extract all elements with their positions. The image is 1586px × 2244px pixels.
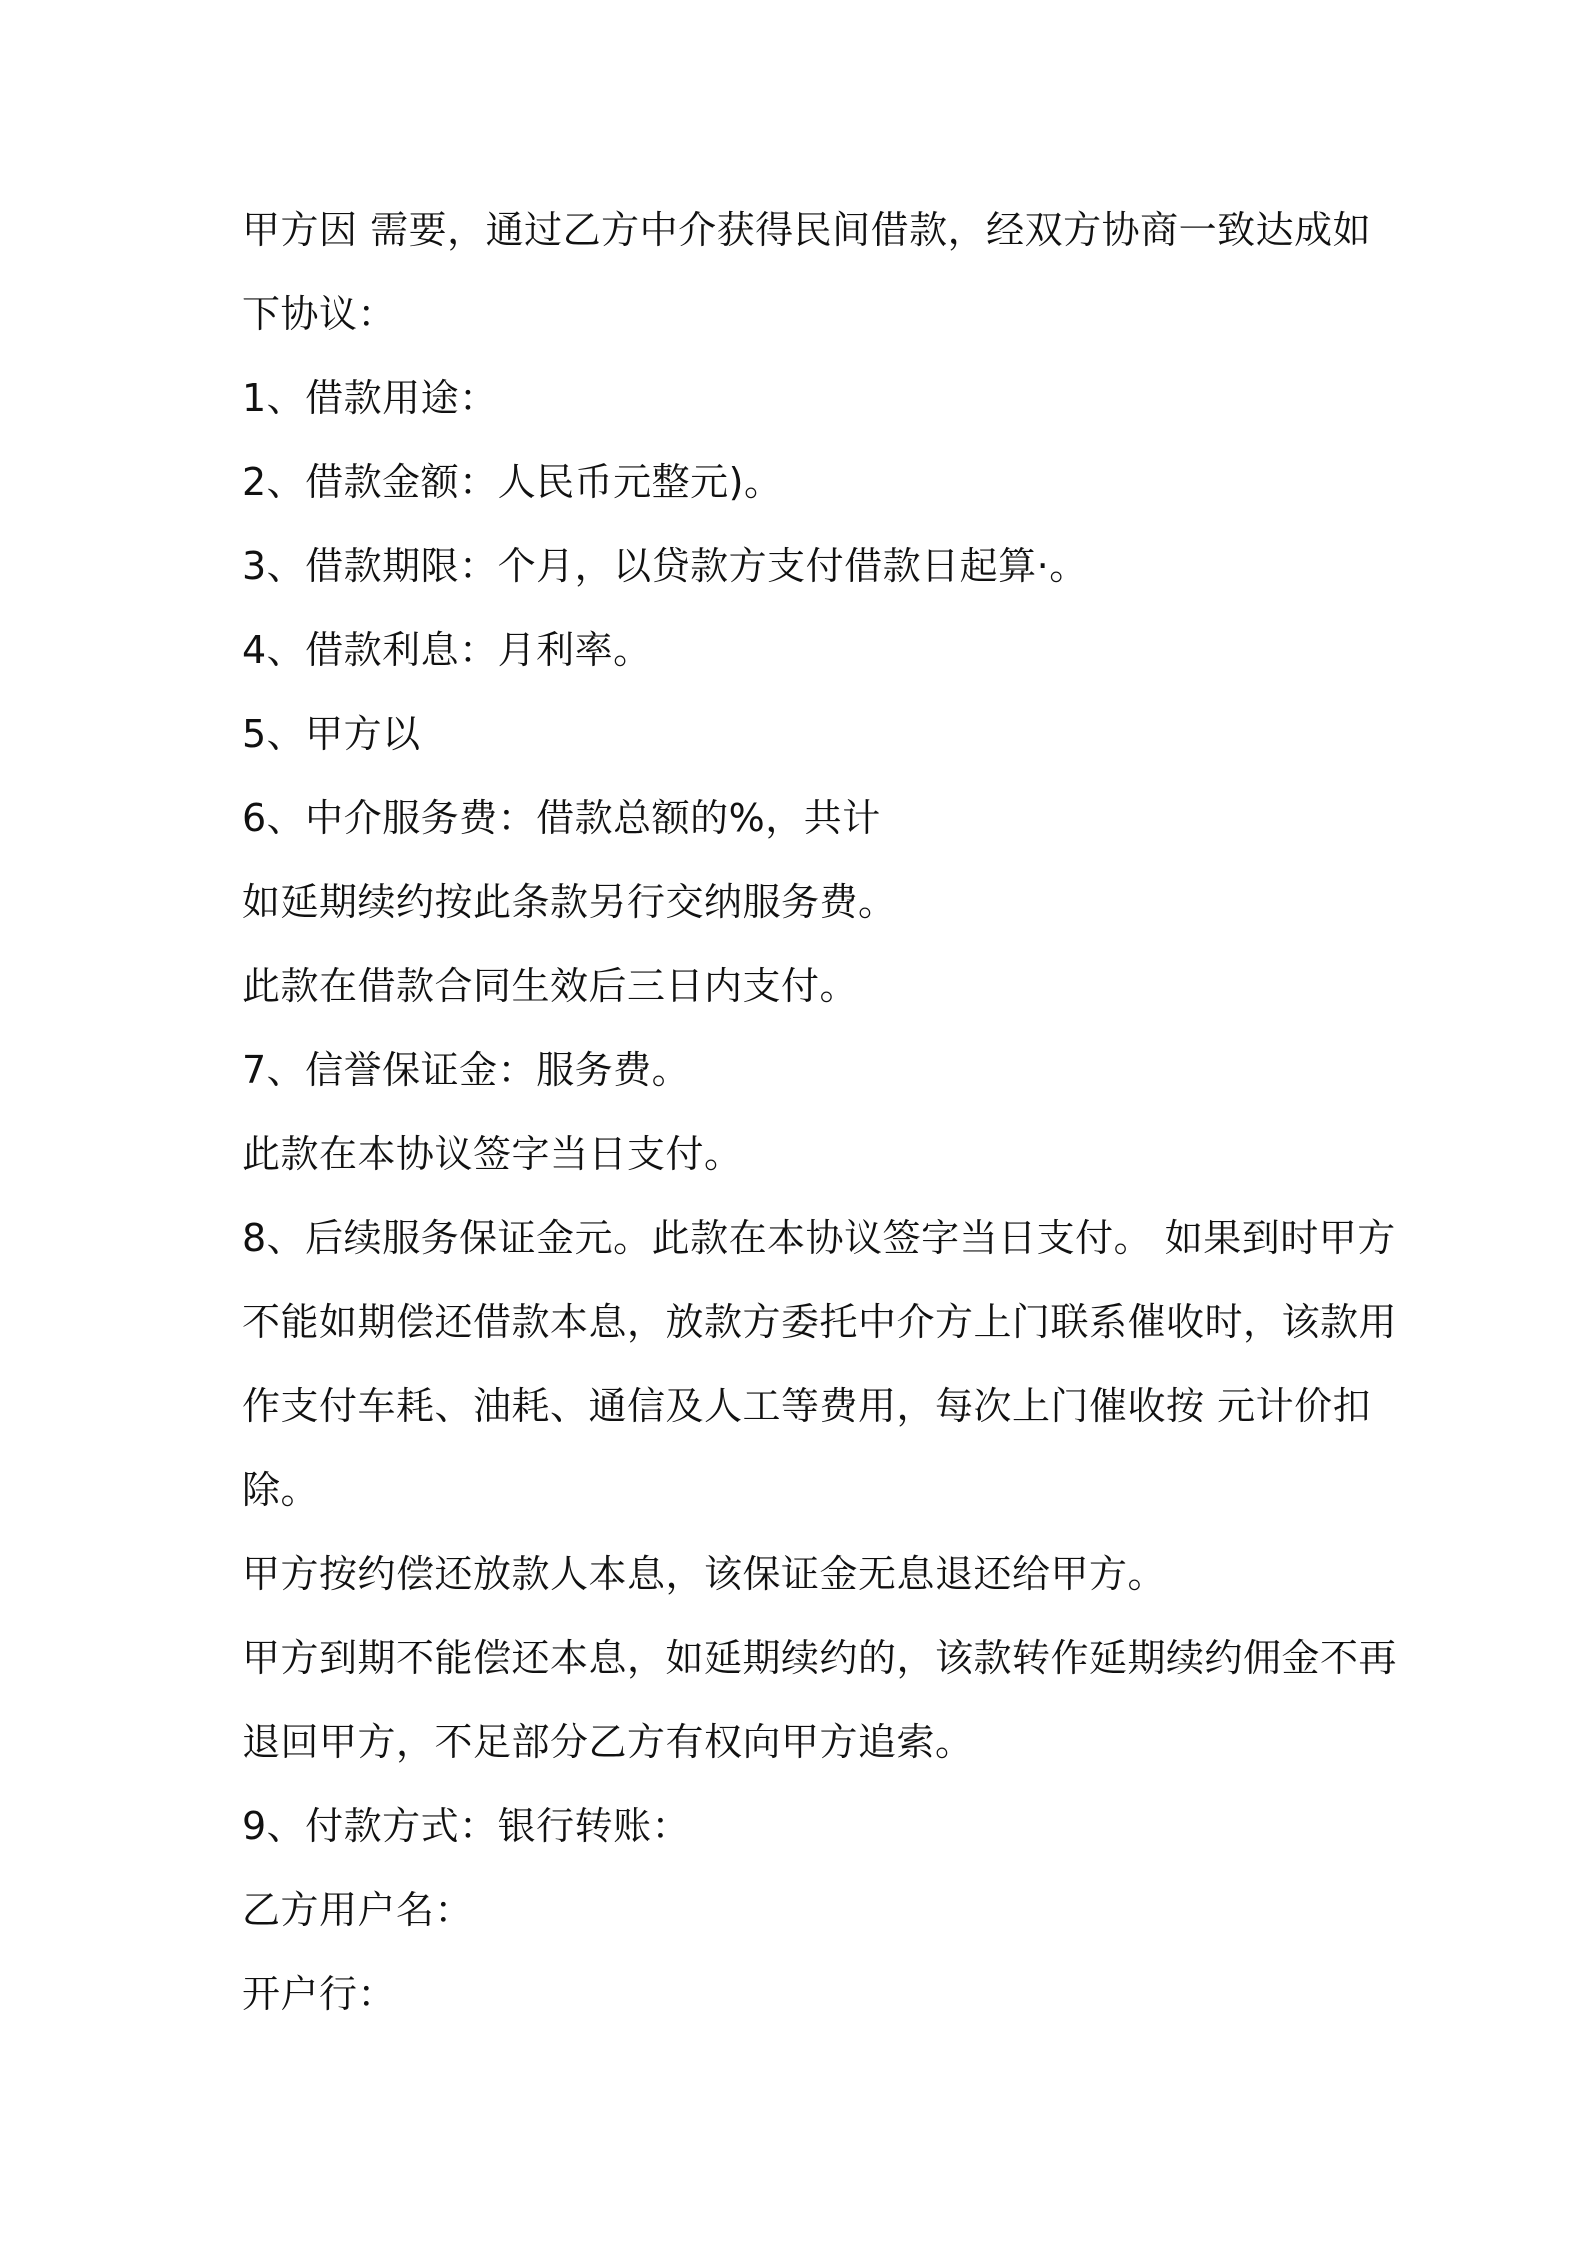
text-line: 如延期续约按此条款另行交纳服务费。 (242, 880, 897, 924)
text-line: 下协议： (242, 292, 397, 336)
clause-9-payment-method: 9、付款方式：银行转账： (242, 1804, 691, 1848)
clause-5: 5、甲方以 (242, 712, 421, 756)
clause-2-amount: 2、借款金额：人民币元整元)。 (242, 460, 783, 504)
text-line: 甲方因 需要，通过乙方中介获得民间借款，经双方协商一致达成如 (242, 208, 1372, 252)
clause-7-deposit: 7、信誉保证金：服务费。 (242, 1048, 691, 1092)
clause-1-purpose: 1、借款用途： (242, 376, 498, 420)
text-line: 不能如期偿还借款本息，放款方委托中介方上门联系催收时，该款用 (242, 1300, 1398, 1344)
clause-8-followup-deposit: 8、后续服务保证金元。此款在本协议签字当日支付。 如果到时甲方 (242, 1216, 1396, 1260)
text-line: 退回甲方，不足部分乙方有权向甲方追索。 (242, 1720, 974, 1764)
bank-label: 开户行： (242, 1972, 397, 2016)
clause-6-service-fee: 6、中介服务费：借款总额的%，共计 (242, 796, 881, 840)
account-name-label: 乙方用户名： (242, 1888, 474, 1932)
text-line: 此款在本协议签字当日支付。 (242, 1132, 743, 1176)
agreement-body (242, 202, 1398, 2050)
clause-3-term: 3、借款期限：个月，以贷款方支付借款日起算·。 (242, 544, 1088, 588)
text-line: 作支付车耗、油耗、通信及人工等费用，每次上门催收按 元计价扣 (242, 1384, 1372, 1428)
text-line: 甲方到期不能偿还本息，如延期续约的，该款转作延期续约佣金不再 (242, 1636, 1398, 1680)
text-line: 甲方按约偿还放款人本息，该保证金无息退还给甲方。 (242, 1552, 1167, 1596)
clause-4-interest: 4、借款利息：月利率。 (242, 628, 652, 672)
text-line: 除。 (242, 1468, 320, 1512)
text-line: 此款在借款合同生效后三日内支付。 (242, 964, 859, 1008)
